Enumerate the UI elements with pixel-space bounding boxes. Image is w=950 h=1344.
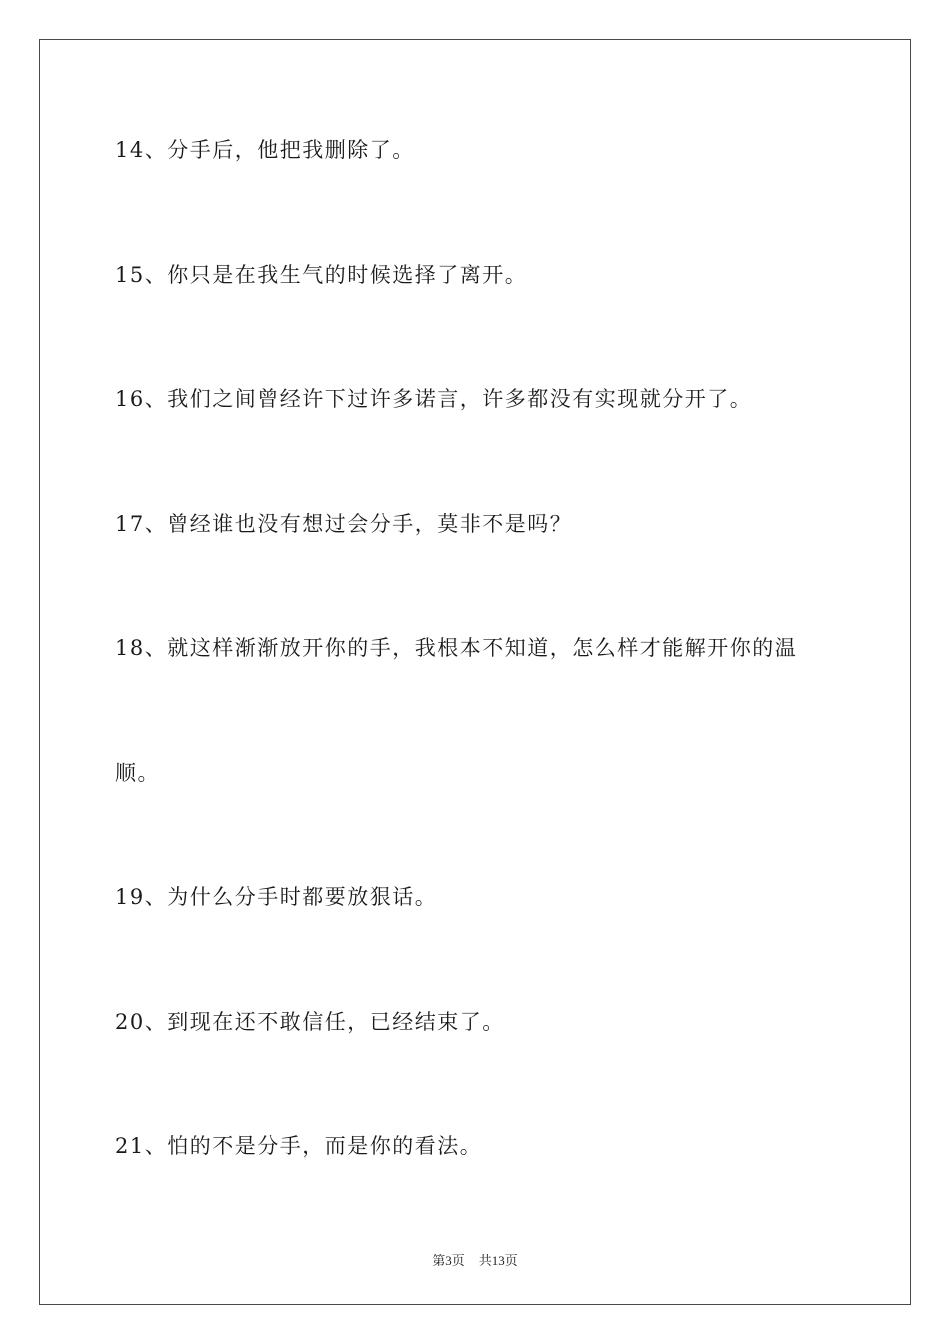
text-line-21: 21、怕的不是分手，而是你的看法。 (115, 1134, 483, 1158)
text-line-18-continued: 顺。 (115, 761, 160, 785)
text-line-17: 17、曾经谁也没有想过会分手，莫非不是吗？ (115, 512, 573, 536)
text-line-14: 14、分手后，他把我删除了。 (115, 138, 415, 162)
page-footer (0, 1250, 950, 1269)
text-line-19: 19、为什么分手时都要放狠话。 (115, 885, 438, 909)
page-number: 第3页 (432, 1253, 465, 1268)
page-border (39, 39, 911, 1305)
text-line-16: 16、我们之间曾经许下过许多诺言，许多都没有实现就分开了。 (115, 387, 753, 411)
text-line-15: 15、你只是在我生气的时候选择了离开。 (115, 263, 528, 287)
text-line-18: 18、就这样渐渐放开你的手，我根本不知道，怎么样才能解开你的温 (115, 636, 798, 660)
text-line-20: 20、到现在还不敢信任，已经结束了。 (115, 1010, 505, 1034)
page-total: 共13页 (478, 1253, 518, 1268)
